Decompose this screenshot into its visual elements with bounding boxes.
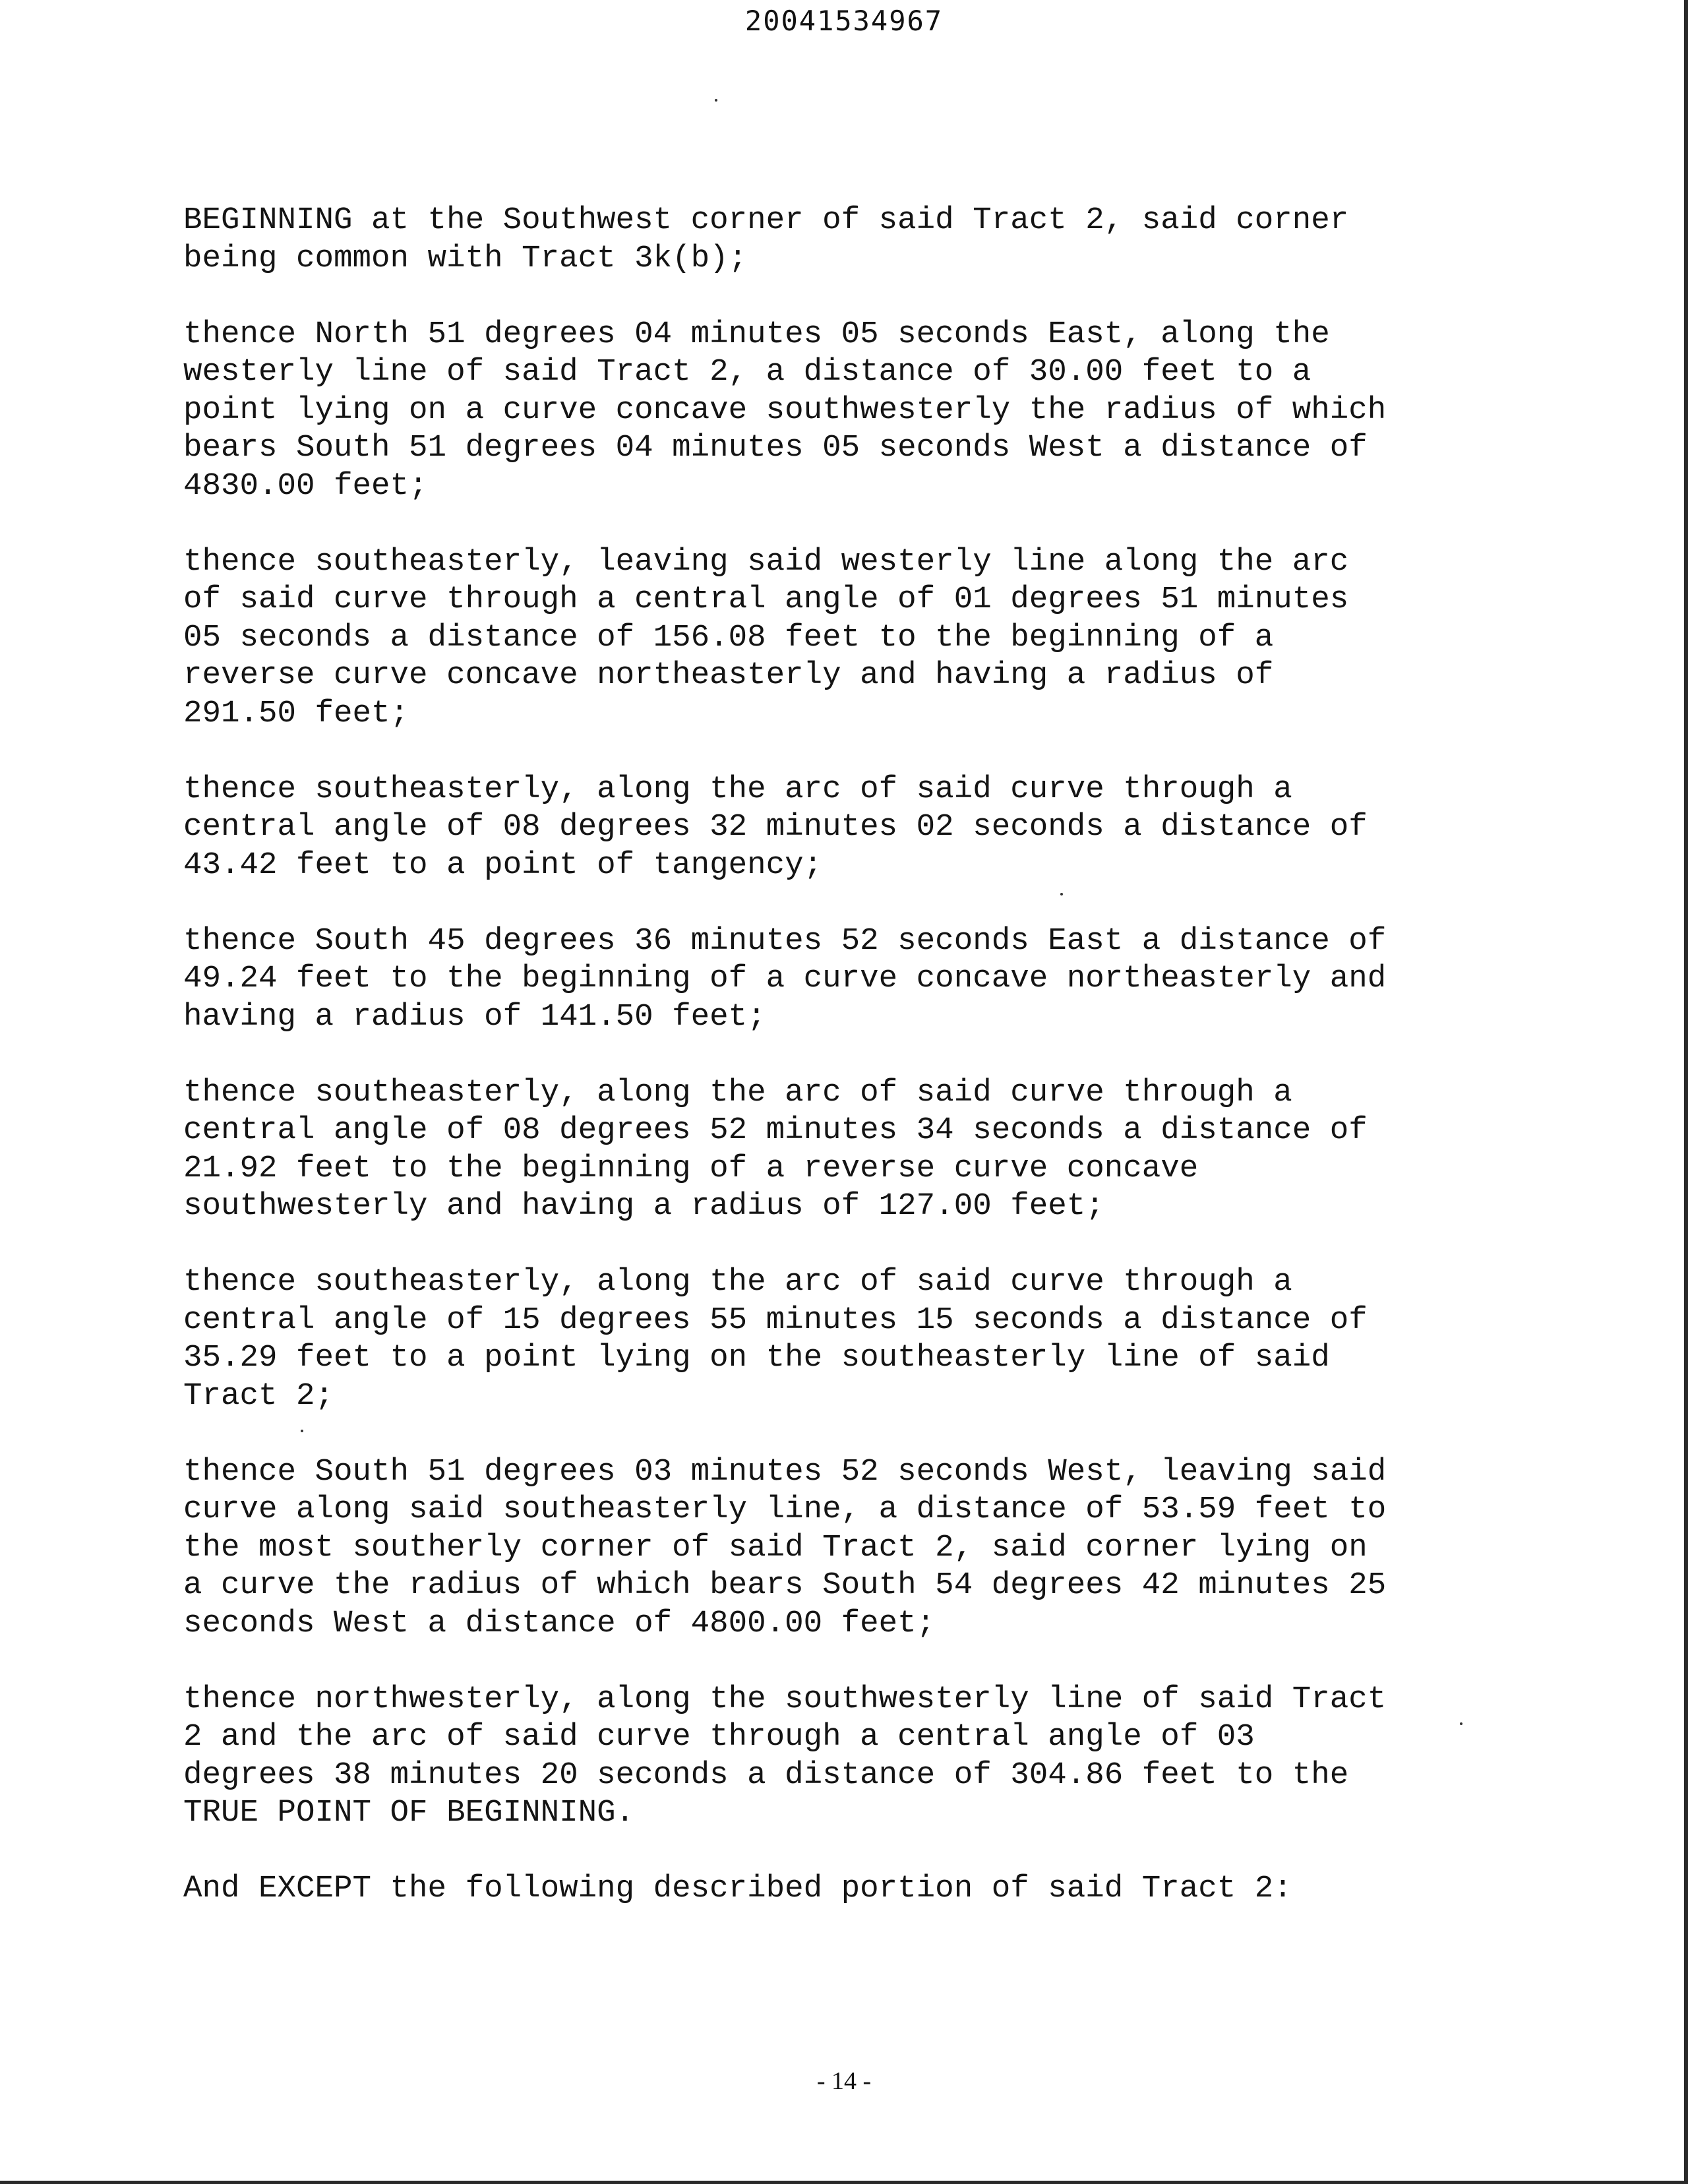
paragraph-course-7 xyxy=(183,1453,1667,1643)
scan-speck xyxy=(715,99,717,102)
text-line: 43.42 feet to a point of tangency; xyxy=(183,847,823,883)
text-line: a curve the radius of which bears South 54 degrees 42 minutes 25 xyxy=(183,1567,1387,1603)
page-number: - 14 - xyxy=(816,2067,872,2095)
text-line: 05 seconds a distance of 156.08 feet to the beginning of a xyxy=(183,619,1274,655)
document-number: 20041534967 xyxy=(744,5,944,37)
paragraph-except xyxy=(183,1870,1667,1908)
text-line: thence northwesterly, along the southwesterly line of said Tract xyxy=(183,1681,1387,1717)
text-line: central angle of 15 degrees 55 minutes 15 seconds a distance of xyxy=(183,1302,1368,1338)
scan-edge-right xyxy=(1684,0,1688,2184)
paragraph-course-3 xyxy=(183,771,1667,885)
text-line: thence North 51 degrees 04 minutes 05 seconds East, along the xyxy=(183,316,1330,352)
text-line: seconds West a distance of 4800.00 feet; xyxy=(183,1605,936,1641)
text-line: thence South 45 degrees 36 minutes 52 seconds East a distance of xyxy=(183,923,1387,959)
text-line: of said curve through a central angle of 01 degrees 51 minutes xyxy=(183,582,1349,617)
text-line: thence southeasterly, along the arc of said curve through a xyxy=(183,771,1292,807)
text-line: curve along said southeasterly line, a distance of 53.59 feet to xyxy=(183,1492,1387,1527)
text-line: central angle of 08 degrees 52 minutes 34 seconds a distance of xyxy=(183,1112,1368,1148)
text-line: BEGINNING at the Southwest corner of said Tract 2, said corner xyxy=(183,202,1349,238)
paragraph-course-5 xyxy=(183,1074,1667,1226)
text-line: southwesterly and having a radius of 127.00 feet; xyxy=(183,1188,1104,1224)
text-line: Tract 2; xyxy=(183,1378,334,1414)
text-line: 2 and the arc of said curve through a central angle of 03 xyxy=(183,1719,1255,1755)
text-line: 49.24 feet to the beginning of a curve concave northeasterly and xyxy=(183,961,1387,996)
text-line: 291.50 feet; xyxy=(183,695,409,731)
legal-description-body xyxy=(183,202,1667,1946)
scan-speck xyxy=(301,1430,303,1432)
text-line: westerly line of said Tract 2, a distance of 30.00 feet to a xyxy=(183,354,1311,390)
text-line: being common with Tract 3k(b); xyxy=(183,240,748,276)
text-line: 21.92 feet to the beginning of a reverse curve concave xyxy=(183,1150,1199,1186)
scan-speck xyxy=(1060,893,1063,895)
text-line: thence southeasterly, along the arc of said curve through a xyxy=(183,1264,1292,1300)
text-line: TRUE POINT OF BEGINNING. xyxy=(183,1795,635,1831)
scan-edge-bottom xyxy=(0,2181,1688,2184)
text-line: degrees 38 minutes 20 seconds a distance of 304.86 feet to the xyxy=(183,1757,1349,1793)
text-line: 35.29 feet to a point lying on the southeasterly line of said xyxy=(183,1340,1330,1376)
text-line: 4830.00 feet; xyxy=(183,468,428,504)
paragraph-beginning xyxy=(183,202,1667,278)
paragraph-course-2 xyxy=(183,543,1667,733)
paragraph-course-1 xyxy=(183,316,1667,506)
text-line: central angle of 08 degrees 32 minutes 02 seconds a distance of xyxy=(183,809,1368,845)
text-line: point lying on a curve concave southwesterly the radius of which xyxy=(183,392,1387,428)
paragraph-course-4 xyxy=(183,923,1667,1037)
paragraph-course-8 xyxy=(183,1681,1667,1833)
paragraph-course-6 xyxy=(183,1263,1667,1415)
scan-speck xyxy=(1460,1722,1462,1725)
text-line: thence South 51 degrees 03 minutes 52 seconds West, leaving said xyxy=(183,1453,1387,1490)
text-line: reverse curve concave northeasterly and having a radius of xyxy=(183,657,1274,693)
text-line: thence southeasterly, along the arc of said curve through a xyxy=(183,1074,1292,1110)
text-line: bears South 51 degrees 04 minutes 05 seconds West a distance of xyxy=(183,430,1368,466)
text-line: the most southerly corner of said Tract 2, said corner lying on xyxy=(183,1529,1368,1565)
text-line: thence southeasterly, leaving said westerly line along the arc xyxy=(183,543,1349,580)
text-line: And EXCEPT the following described portion of said Tract 2: xyxy=(183,1871,1292,1906)
text-line: having a radius of 141.50 feet; xyxy=(183,998,766,1035)
